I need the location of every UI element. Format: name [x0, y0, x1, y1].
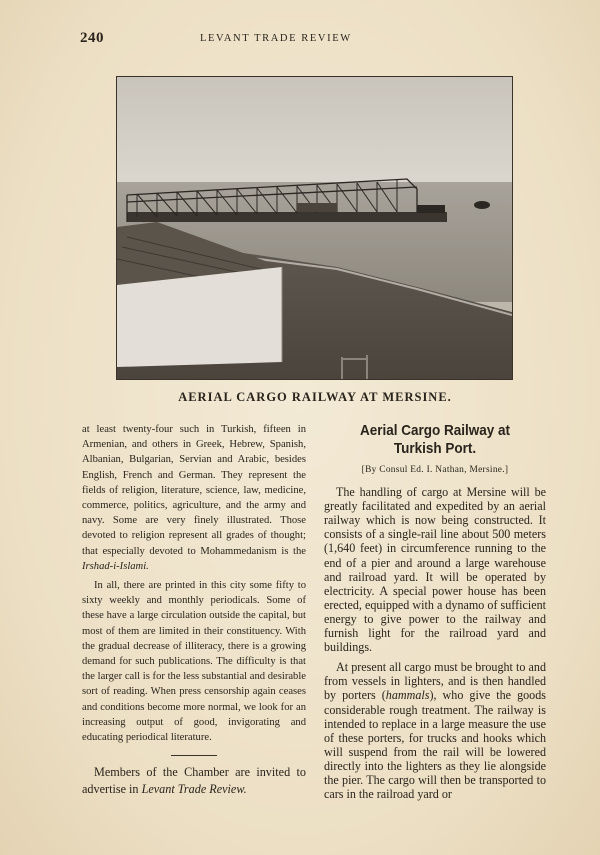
- right-column: [324, 422, 546, 801]
- article-title: Aerial Cargo Railway at Turkish Port.: [359, 422, 511, 457]
- page-number: 240: [80, 30, 104, 46]
- periodical-title: Irshad-i-Islami.: [82, 560, 149, 572]
- paragraph: The handling of cargo at Mersine will be greatly facilitated and expedited by an aerial railway which is now being constructed. It consists of a single-rail line about 500 meters (1,640 feet) in circumference running to the end of a pier and around a large warehouse and railroad yard. It will be operated by electricity. A special power house has been erected, equipped with a dynamo of sufficient energy to give power to the railway and furnish light for the railroad yard and buildings.: [324, 485, 546, 655]
- paragraph: at least twenty-four such in Turkish, fifteen in Armenian, and others in Greek, Hebrew, Spanish, Albanian, Bulgarian, Servian and Arabic, besides English, French and German. They represent the fields of religion, literature, science, law, medicine, commerce, politics, agriculture, and the army and navy. Some are very finely illustrated. Those devoted to religion represent all grades of thought; that especially devoted to Mohammedanism is the Irshad-i-Islami.: [82, 424, 306, 572]
- divider: [171, 755, 217, 756]
- page-header: [80, 30, 540, 50]
- left-column: [82, 422, 306, 797]
- running-head: LEVANT TRADE REVIEW: [200, 33, 352, 44]
- paragraph: In all, there are printed in this city some fifty to sixty weekly and monthly periodicals. Some of these have a large circulation outside the capital, but most of them are limited in their constituency. With the gradual decrease of illiteracy, there is a growing demand for such publications. The difficulty is that the larger call is for the less substantial and desirable sort of reading. When press censorship again ceases and conditions become more normal, we look for an increasing output of good, invigorating and educating periodical literature.: [82, 580, 306, 744]
- paragraph: At present all cargo must be brought to and from vessels in lighters, and is then handled by porters (hammals), who give the goods considerable rough treatment. The railway is intended to replace in a large measure the use of these porters, for trucks and hooks which will suspend from the rail will be lowered directly into the lighters as they lie alongside the pier. The cargo will then be transported to cars in the railroad yard or: [324, 660, 546, 802]
- italic-term: hammals: [385, 688, 430, 703]
- advertising-notice: Members of the Chamber are invited to advertise in Levant Trade Review.: [82, 765, 306, 796]
- sky: [117, 77, 512, 192]
- harbor-photograph: [116, 76, 513, 380]
- journal-title: Levant Trade Review.: [141, 781, 247, 796]
- article-byline: [By Consul Ed. I. Nathan, Mersine.]: [361, 465, 509, 475]
- photo-caption: AERIAL CARGO RAILWAY AT MERSINE.: [178, 390, 452, 404]
